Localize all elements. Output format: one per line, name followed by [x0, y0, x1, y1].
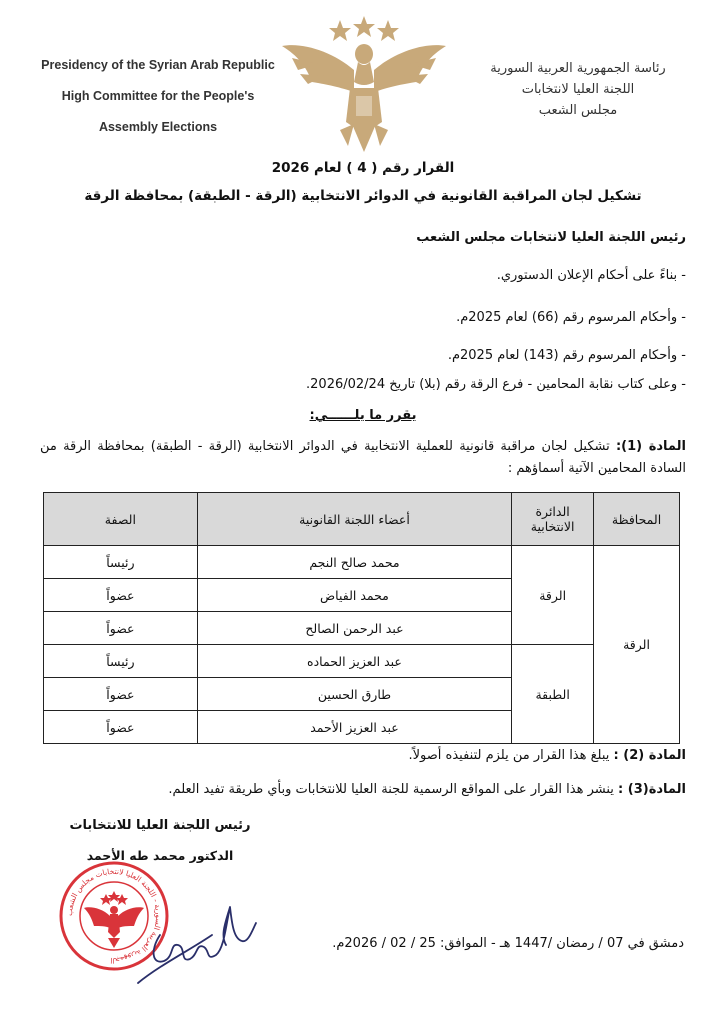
member-name: عبد الرحمن الصالح: [197, 612, 511, 645]
arabic-header-line-1: رئاسة الجمهورية العربية السورية: [490, 61, 666, 76]
member-name: عبد العزيز الأحمد: [197, 711, 511, 744]
decision-subject: تشكيل لجان المراقبة القانونية في الدوائر الانتخابية (الرقة - الطبقة) بمحافظة الرقة: [84, 188, 642, 204]
header-district: الدائرة الانتخابية: [512, 493, 594, 546]
eagle-emblem-icon: [278, 12, 450, 162]
english-header-line-2: High Committee for the People's: [61, 89, 255, 103]
header-members: أعضاء اللجنة القانونية: [197, 493, 511, 546]
preamble-item-4: - وعلى كتاب نقابة المحامين - فرع الرقة رقم (بلا) تاريخ 2026/02/24.: [306, 377, 686, 392]
preamble-item-2: - وأحكام المرسوم رقم (66) لعام 2025م.: [456, 310, 686, 325]
header-governorate: المحافظة: [594, 493, 680, 546]
article-1-text: تشكيل لجان مراقبة قانونية للعملية الانتخابية في الدوائر الانتخابية (الرقة - الطبقة) بمحافظة الرقة من السادة المحامين الآتية أسماؤهم :: [40, 439, 686, 476]
table-row: [44, 546, 680, 579]
issuer-title: رئيس اللجنة العليا لانتخابات مجلس الشعب: [416, 230, 686, 245]
article-3: [40, 782, 686, 797]
decides-heading: يقرر ما يلــــــي:: [309, 408, 417, 423]
member-name: محمد صالح النجم: [197, 546, 511, 579]
english-header-line-3: Assembly Elections: [98, 120, 218, 134]
arabic-header-line-3: مجلس الشعب: [538, 103, 618, 118]
article-3-label: المادة(3) :: [618, 782, 686, 797]
article-1-label: المادة (1):: [615, 439, 686, 454]
preamble-item-1: - بناءً على أحكام الإعلان الدستوري.: [496, 268, 686, 283]
article-3-text: ينشر هذا القرار على المواقع الرسمية للجنة العليا للانتخابات وبأي طريقة تفيد العلم.: [168, 782, 614, 797]
article-2: [40, 748, 686, 763]
article-2-label: المادة (2) :: [613, 748, 686, 763]
member-role: عضواً: [44, 579, 198, 612]
member-name: عبد العزيز الحماده: [197, 645, 511, 678]
english-header-line-1: Presidency of the Syrian Arab Republic: [41, 58, 275, 72]
member-name: طارق الحسين: [197, 678, 511, 711]
signatory-title: رئيس اللجنة العليا للانتخابات: [69, 818, 251, 833]
date-line: دمشق في 07 / رمضان /1447 هـ - الموافق: 25 / 02 / 2026م.: [332, 936, 684, 951]
article-1: [40, 436, 686, 480]
article-2-text: يبلغ هذا القرار من يلزم لتنفيذه أصولاً.: [408, 748, 610, 763]
preamble-item-3: - وأحكام المرسوم رقم (143) لعام 2025م.: [447, 348, 686, 363]
committee-table: [43, 492, 680, 744]
district-cell-raqqa: الرقة: [512, 546, 594, 645]
member-name: محمد الفياض: [197, 579, 511, 612]
arabic-header-line-2: اللجنة العليا لانتخابات: [521, 82, 635, 97]
table-header-row: [44, 493, 680, 546]
district-cell-tabqa: الطبقة: [512, 645, 594, 744]
member-role: عضواً: [44, 711, 198, 744]
decision-number: القرار رقم ( 4 ) لعام 2026: [271, 160, 455, 176]
english-header: [28, 50, 288, 143]
header-role: الصفة: [44, 493, 198, 546]
handwritten-signature-icon: [130, 895, 260, 990]
table-row: [44, 645, 680, 678]
governorate-cell: الرقة: [594, 546, 680, 744]
member-role: عضواً: [44, 612, 198, 645]
arabic-header: [458, 58, 698, 121]
stamp-text: الجمهورية العربية السورية - اللجنة العليا لانتخابات مجلس الشعب: [64, 866, 164, 966]
signatory-name: الدكتور محمد طه الأحمد: [86, 848, 234, 863]
member-role: عضواً: [44, 678, 198, 711]
member-role: رئيساً: [44, 546, 198, 579]
member-role: رئيساً: [44, 645, 198, 678]
